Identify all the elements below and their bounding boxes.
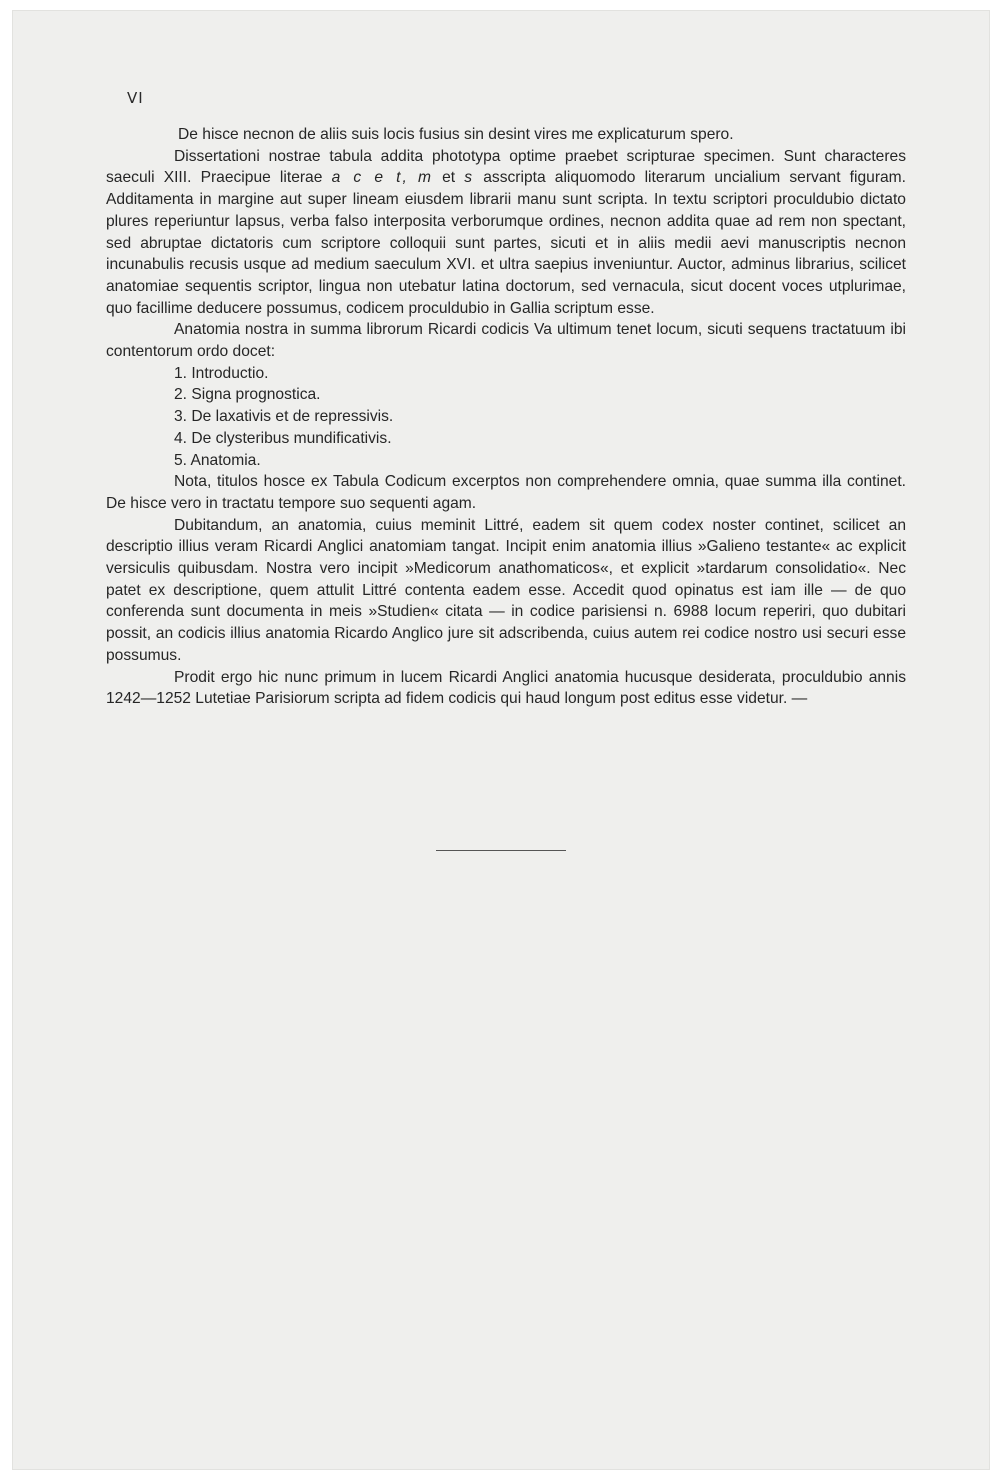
list-item: 5. Anatomia. xyxy=(174,451,261,469)
list-item: 1. Introductio. xyxy=(174,364,269,382)
list-item: 2. Signa prognostica. xyxy=(174,386,321,404)
paragraph-2-part-a: Dissertationi nostrae tabula addita phototypa optime praebet scripturae specimen. Sunt characteres saeculi XIII. Praecipue literae xyxy=(106,147,906,187)
page-number: VI xyxy=(127,89,144,107)
paragraph-6: Prodit ergo hic nunc primum in lucem Ricardi Anglici anatomia hucusque desiderata, proculdubio annis 1242—1252 Lutetiae Parisiorum scripta ad fidem codicis qui haud longum post editus esse videtur. — xyxy=(106,668,906,708)
paragraph-3: Anatomia nostra in summa librorum Ricardi codicis Va ultimum tenet locum, sicuti sequens tractatuum ibi contentorum ordo docet: xyxy=(106,321,906,361)
spaced-letters-1: a c e t, xyxy=(331,169,409,187)
paragraph-2 xyxy=(106,146,906,320)
list-item: 3. De laxativis et de repressivis. xyxy=(174,408,394,426)
paragraph-1: De hisce necnon de aliis suis locis fusius sin desint vires me explicaturum spero. xyxy=(178,126,734,143)
section-end-rule xyxy=(436,850,566,851)
paragraph-5: Dubitandum, an anatomia, cuius meminit Littré, eadem sit quem codex noster continet, scilicet an descriptio illius veram Ricardi Anglici anatomiam tangat. Incipit enim anatomia illius »Galieno testante« ac explicit versiculis quibusdam. Nostra vero incipit »Medicorum anathomaticos«, et explicit »tardarum consolidatio«. Nec patet ex descriptione, quem attulit Littré contenta eadem esse. Accedit quod opinatus est iam ille — de quo conferenda sunt documenta in meis »Studien« citata — in codice parisiensi n. 6988 locum reperiri, quo dubitari possit, an codicis illius anatomia Ricardo Anglico jure sit adscribenda, cuius autem rei codice nostro usi securi esse possumus. xyxy=(106,516,906,664)
body-text xyxy=(106,124,906,710)
treatise-list xyxy=(106,363,906,472)
paragraph-2-part-d: asscripta aliquomodo literarum uncialium servant figuram. Additamenta in margine aut super lineam eiusdem librarii manu sunt scripta. In textu scriptori proculdubio dictato plures reperiuntur lapsus, verba falso interposita verborumque ordines, necnon addita quae ad rem non spectant, sed abruptae dictatoris cum scriptore colloquii sunt partes, sicuti et in aliis medii aevi manuscriptis necnon incunabulis recusis usque ad medium saeculum XVI. et ultra saepius inveniuntur. Auctor, adminus librarius, scilicet anatomiae sequentis scriptor, lingua non utebatur latina doctorum, sed vernacula, sicut docent voces utplurimae, quo facillime deducere possumus, codicem proculdubio in Gallia scriptum esse. xyxy=(106,169,907,317)
list-item: 4. De clysteribus mundificativis. xyxy=(174,429,392,447)
paragraph-2-part-b xyxy=(409,169,418,186)
paragraph-2-part-c: et xyxy=(432,169,465,187)
paragraph-4: Nota, titulos hosce ex Tabula Codicum excerptos non comprehendere omnia, quae summa illa continet. De hisce vero in tractatu tempore suo sequenti agam. xyxy=(106,473,906,512)
spaced-letters-2: m xyxy=(417,169,433,187)
spaced-letters-3: s xyxy=(464,169,475,187)
